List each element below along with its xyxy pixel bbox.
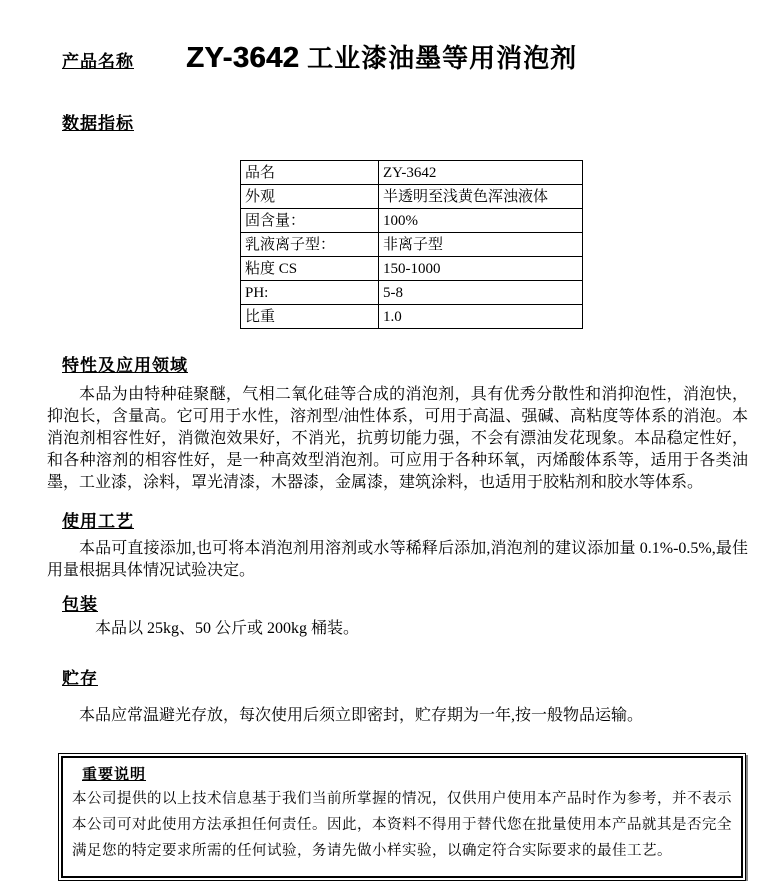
section-heading-features: 特性及应用领域 [62, 356, 188, 375]
spec-table-row [241, 281, 583, 305]
spec-label-cell: 外观 [241, 185, 379, 209]
spec-table-row [241, 209, 583, 233]
features-paragraph: 本品为由特种硅聚醚，气相二氧化硅等合成的消泡剂，具有优秀分散性和消抑泡性，消泡快，抑泡长，含量高。它可用于水性，溶剂型/油性体系，可用于高温、强碱、高粘度等体系的消泡。本消泡剂相容性好，消微泡效果好，不消光，抗剪切能力强，不会有漂油发花现象。本品稳定性好，和各种溶剂的相容性好，是一种高效型消泡剂。可应用于各种环氧，丙烯酸体系等，适用于各类油墨，工业漆，涂料，罩光清漆，木器漆，金属漆，建筑涂料，也适用于胶粘剂和胶水等体系。 [47, 386, 748, 491]
spec-label-cell: 品名 [241, 161, 379, 185]
product-name-label: 产品名称 [62, 52, 134, 71]
section-heading-storage: 贮存 [62, 669, 98, 688]
spec-table-row [241, 257, 583, 281]
spec-table [240, 160, 583, 329]
packaging-paragraph: 本品以 25kg、50 公斤或 200kg 桶装。 [95, 620, 360, 637]
section-heading-data-index: 数据指标 [62, 114, 134, 133]
spec-value-cell: 150-1000 [379, 257, 583, 281]
important-notice-inner [61, 756, 743, 878]
spec-table-row [241, 185, 583, 209]
spec-table-row [241, 233, 583, 257]
storage-paragraph: 本品应常温避光存放，每次使用后须立即密封，贮存期为一年,按一般物品运输。 [79, 707, 644, 724]
product-title: 工业漆油墨等用消泡剂 [307, 44, 578, 73]
spec-table-row [241, 305, 583, 329]
spec-label-cell: PH: [241, 281, 379, 305]
notice-heading: 重要说明 [82, 767, 147, 783]
section-heading-packaging: 包装 [62, 595, 98, 614]
spec-value-cell: 100% [379, 209, 583, 233]
product-code: ZY-3642 [186, 42, 300, 74]
spec-value-cell: 5-8 [379, 281, 583, 305]
notice-paragraph: 本公司提供的以上技术信息基于我们当前所掌握的情况，仅供用户使用本产品时作为参考，并不表示本公司可对此使用方法承担任何责任。因此，本资料不得用于替代您在批量使用本产品就其是否完全满足您的特定要求所需的任何试验，务请先做小样实验，以确定符合实际要求的最佳工艺。 [72, 791, 732, 859]
spec-value-cell: 半透明至浅黄色浑浊液体 [379, 185, 583, 209]
spec-table-row [241, 161, 583, 185]
spec-value-cell: ZY-3642 [379, 161, 583, 185]
title-row [62, 38, 748, 75]
section-heading-usage: 使用工艺 [62, 512, 134, 531]
spec-value-cell: 1.0 [379, 305, 583, 329]
spec-table-body [241, 161, 583, 329]
spec-label-cell: 粘度 CS [241, 257, 379, 281]
important-notice-box [58, 753, 746, 881]
usage-paragraph: 本品可直接添加,也可将本消泡剂用溶剂或水等稀释后添加,消泡剂的建议添加量 0.1%-0.5%,最佳用量根据具体情况试验决定。 [47, 540, 748, 579]
spec-value-cell: 非离子型 [379, 233, 583, 257]
spec-label-cell: 固含量： [241, 209, 379, 233]
spec-label-cell: 比重 [241, 305, 379, 329]
spec-label-cell: 乳液离子型： [241, 233, 379, 257]
